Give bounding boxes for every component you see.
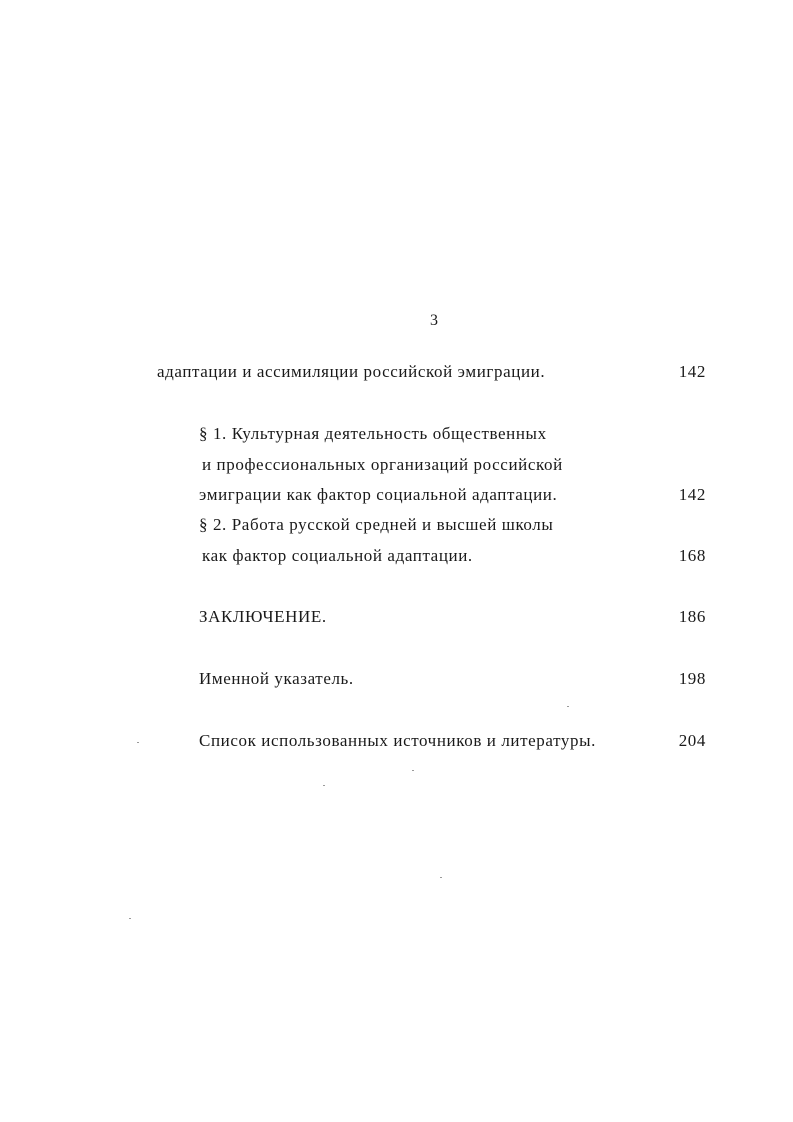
toc-entry-text: Список использованных источников и литературы. [199,731,596,750]
toc-entry-page: 198 [678,669,706,688]
toc-entry-text: § 1. Культурная деятельность общественных [199,424,547,443]
toc-entry-text: § 2. Работа русской средней и высшей школы [199,515,554,534]
scan-speck [412,770,414,771]
toc-entry-text: ЗАКЛЮЧЕНИЕ. [199,607,327,626]
toc-entry-text: эмиграции как фактор социальной адаптации. [199,485,558,504]
scan-speck [129,918,131,919]
toc-entry-text: как фактор социальной адаптации. [202,546,473,565]
scan-speck [567,706,569,707]
page-number: 3 [430,312,439,329]
scan-speck [323,785,325,786]
toc-entry-text: Именной указатель. [199,669,354,688]
toc-entry-page: 204 [678,731,706,750]
toc-entry-text: адаптации и ассимиляции российской эмиграции. [157,362,546,381]
scan-speck [440,877,442,878]
toc-entry-page: 142 [678,485,706,504]
toc-entry-text: и профессиональных организаций российской [202,455,563,474]
toc-entry-page: 168 [678,546,706,565]
scan-speck [137,742,139,743]
toc-entry-page: 186 [678,607,706,626]
toc-entry-page: 142 [678,362,706,381]
